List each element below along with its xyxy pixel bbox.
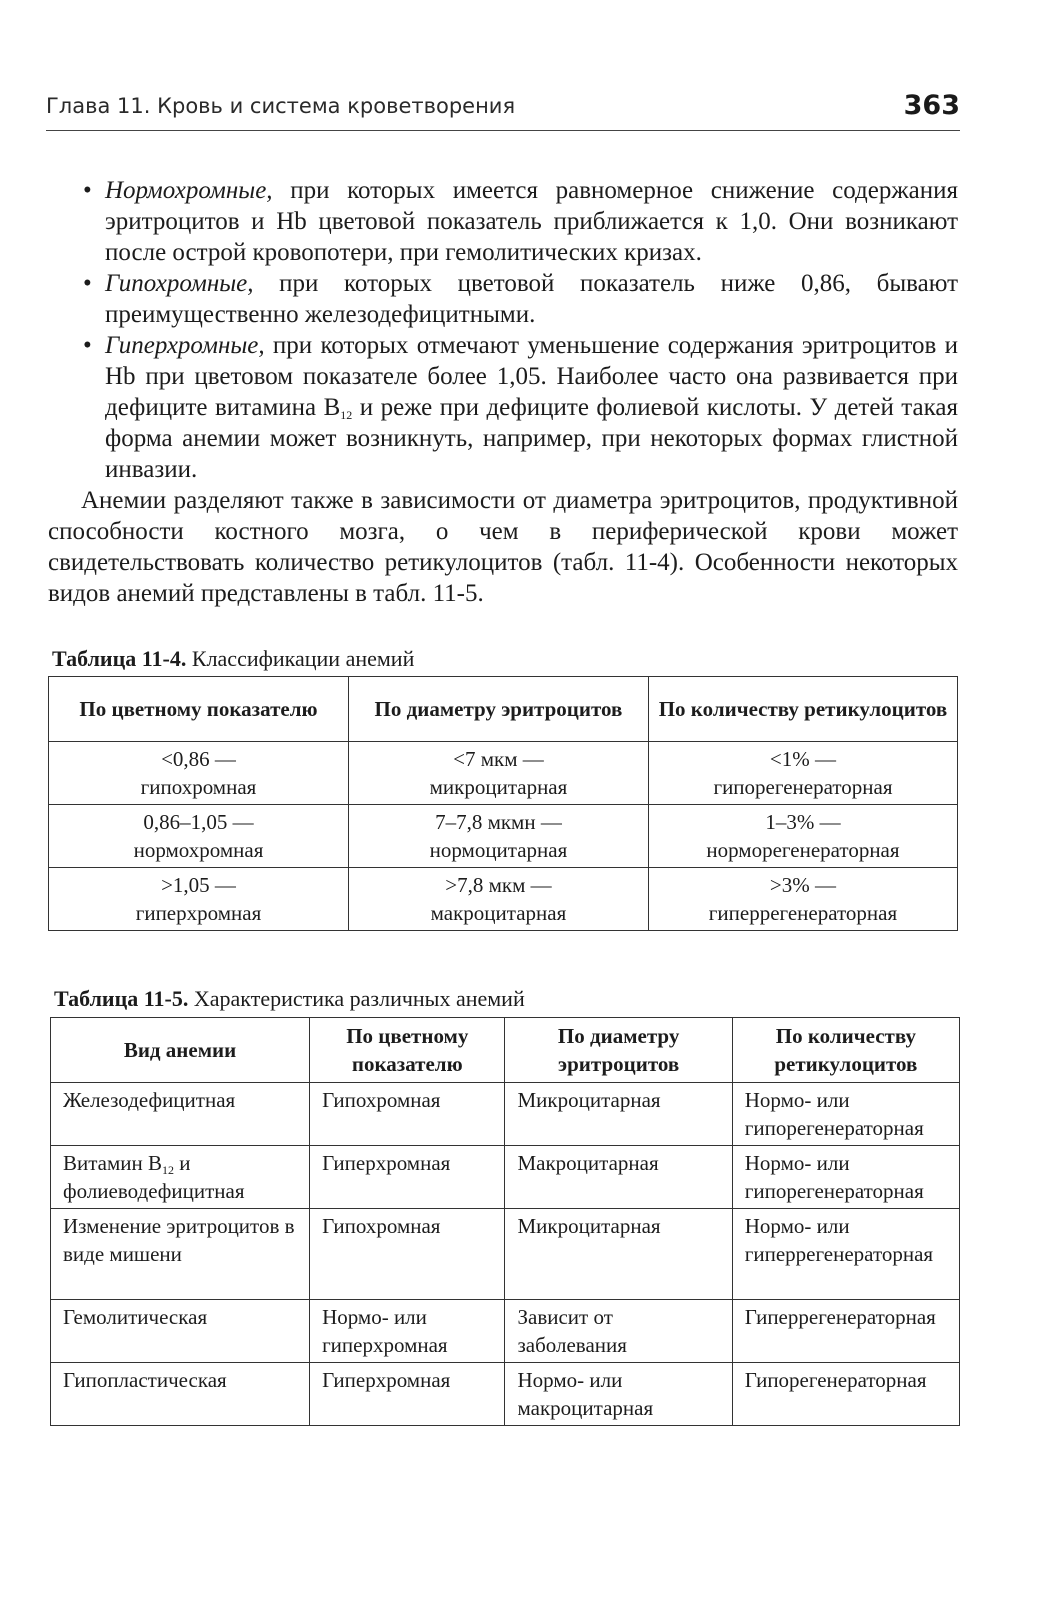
header-diameter: По диаметру эритроцитов [505,1018,732,1083]
cell-line: гиперрегенераторная [708,901,898,925]
table-label: Таблица 11-5. [54,986,189,1011]
table-cell [348,805,648,868]
table-11-4 [48,676,958,931]
cell-line: гипохромная [140,775,257,799]
chapter-title: Глава 11. Кровь и система кроветворения [46,94,516,118]
table-cell: Гипохромная [310,1083,505,1146]
subscript: 12 [340,408,353,422]
cell-line: 7–7,8 мкмн — [435,810,562,834]
cell-line: норморегенераторная [706,838,900,862]
table-label: Таблица 11-4. [52,646,187,671]
table-cell: Зависит от заболевания [505,1300,732,1363]
table-cell: Нормо- или гипорегенераторная [732,1083,959,1146]
table-cell: Нормо- или гиперрегенераторная [732,1209,959,1300]
table-11-4-caption [52,646,414,672]
table-cell: Гиперхромная [310,1146,505,1209]
page-number: 363 [903,90,960,121]
cell-line: макроцитарная [430,901,567,925]
table-cell: Микроцитарная [505,1209,732,1300]
table-cell: Нормо- или гипорегенераторная [732,1146,959,1209]
bullet-item-hypochromic [48,268,958,330]
header-reticulocytes: По количеству ретикулоцитов [732,1018,959,1083]
table-cell [648,805,957,868]
bullet-dot-icon: • [83,270,92,297]
table-cell [648,868,957,931]
table-cell [348,868,648,931]
table-row [49,742,958,805]
cell-line: микроцитарная [429,775,568,799]
cell-line: 1–3% — [765,810,841,834]
bullet-text: при которых отмечают уменьшение содержания эритроцитов и Hb при цветовом показателе более 1,05. Наиболее часто она развивается при дефиците витамина B [105,332,958,421]
table-row [51,1146,960,1209]
table-cell [648,742,957,805]
cell-line: <0,86 — [161,747,236,771]
table-11-5-caption [54,986,525,1012]
table-cell: Гиперхромная [310,1363,505,1426]
table-cell [49,742,349,805]
header-diameter: По диаметру эритроцитов [348,677,648,742]
table-row [51,1209,960,1300]
cell-line: <1% — [769,747,837,771]
body-paragraph: Анемии разделяют также в зависимости от диаметра эритроцитов, продуктивной способности костного мозга, о чем в периферической крови может свидетельствовать количество ретикулоцитов (табл. 11-4). Особенности некоторых видов анемий представлены в табл. 11-5. [48,487,958,607]
table-cell [51,1146,310,1209]
cell-line: 0,86–1,05 — [143,810,254,834]
table-cell: Макроцитарная [505,1146,732,1209]
cell-text-continued: и фолиеводефицитная [63,1151,245,1203]
table-cell: Изменение эритроцитов в виде мишени [51,1209,310,1300]
table-title: Характеристика различных анемий [188,986,525,1011]
table-cell [49,868,349,931]
cell-text: Витамин B [63,1151,163,1175]
body-text [48,175,958,609]
bullet-text: при которых цветовой показатель ниже 0,86, бывают преимущественно железодефицитными. [105,270,958,328]
table-cell: Гиперрегенераторная [732,1300,959,1363]
table-row [49,868,958,931]
subscript: 12 [162,1163,175,1177]
table-cell: Микроцитарная [505,1083,732,1146]
cell-line: >1,05 — [161,873,236,897]
table-cell: Гемолитическая [51,1300,310,1363]
cell-line: нормоцитарная [429,838,568,862]
table-cell: Нормо- или гиперхромная [310,1300,505,1363]
table-cell [348,742,648,805]
cell-line: гипорегенераторная [713,775,893,799]
cell-line: нормохромная [133,838,264,862]
bullet-term: Гипохромные, [105,270,254,297]
table-cell: Гипорегенераторная [732,1363,959,1426]
table-cell: Нормо- или макроцитарная [505,1363,732,1426]
bullet-dot-icon: • [83,332,92,359]
table-cell: Гипохромная [310,1209,505,1300]
table-11-5 [50,1017,960,1426]
bullet-term: Гиперхромные, [105,332,265,359]
table-row [51,1363,960,1426]
cell-line: >7,8 мкм — [445,873,552,897]
table-cell: Гипопластическая [51,1363,310,1426]
header-anemia-type: Вид анемии [51,1018,310,1083]
table-header-row [49,677,958,742]
running-header [46,92,960,131]
bullet-dot-icon: • [83,177,92,204]
cell-line: <7 мкм — [453,747,544,771]
table-title: Классификации анемий [186,646,415,671]
bullet-text-continued: и реже при дефиците фолиевой кислоты. У детей такая форма анемии может возникнуть, например, при некоторых формах глистной инвазии. [105,394,958,483]
table-cell [49,805,349,868]
cell-line: >3% — [769,873,837,897]
table-cell: Железодефицитная [51,1083,310,1146]
header-color-index: По цветному показателю [310,1018,505,1083]
cell-line: гиперхромная [135,901,262,925]
bullet-item-hyperchromic [48,330,958,485]
header-color-index: По цветному показателю [49,677,349,742]
table-row [51,1300,960,1363]
bullet-item-normochromic [48,175,958,268]
table-row [49,805,958,868]
table-row [51,1083,960,1146]
header-reticulocytes: По количеству ретикулоцитов [648,677,957,742]
table-header-row [51,1018,960,1083]
bullet-term: Нормохромные, [105,177,273,204]
bullet-text: при которых имеется равномерное снижение содержания эритроцитов и Hb цветовой показатель приближается к 1,0. Они возникают после острой кровопотери, при гемолитических кризах. [105,177,958,266]
